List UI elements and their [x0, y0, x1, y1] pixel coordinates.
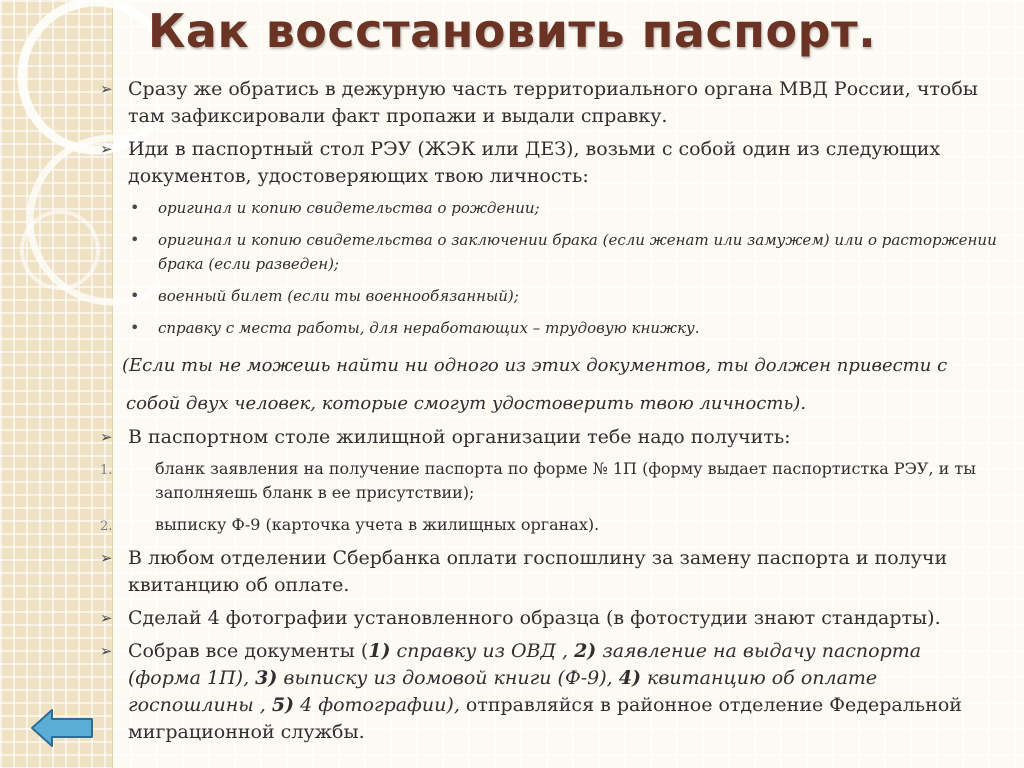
item-text: оригинал и копию свидетельства о заключении брака (если женат или замужем) или о расторжении брака (если разведен);: [158, 231, 997, 273]
list-item: [100, 605, 1000, 632]
arrow-bullet-icon: ➢: [100, 140, 113, 158]
numbered-item: [100, 457, 1000, 505]
item-text: В паспортном столе жилищной организации тебе надо получить:: [128, 426, 791, 448]
item-text: военный билет (если ты военнообязанный);: [158, 287, 519, 305]
item-number: 2.: [100, 519, 113, 534]
document-item: [100, 316, 1000, 340]
item-text: выписку Ф-9 (карточка учета в жилищных органах).: [155, 515, 600, 534]
list-item: [100, 136, 1000, 190]
item-text: Иди в паспортный стол РЭУ (ЖЭК или ДЕЗ), возьми с собой один из следующих документов, удостоверяющих твою личность:: [128, 138, 941, 187]
text-part: Собрав все документы (: [128, 640, 369, 662]
number-mark: 3): [255, 667, 278, 689]
item-text: оригинал и копию свидетельства о рождении;: [158, 199, 540, 217]
left-arrow-icon[interactable]: [30, 707, 94, 749]
content-list: [100, 76, 1000, 752]
numbered-item: [100, 513, 1000, 537]
list-item: [100, 638, 1000, 746]
item-text: справку с места работы, для неработающих – трудовую книжку.: [158, 319, 700, 337]
item-text: бланк заявления на получение паспорта по форме № 1П (форму выдает паспортистка РЭУ, и ты заполняешь бланк в ее присутствии);: [155, 459, 976, 502]
arrow-bullet-icon: ➢: [100, 80, 113, 98]
list-item: [100, 424, 1000, 451]
item-text: В любом отделении Сбербанка оплати госпошлину за замену паспорта и получи квитанцию об оплате.: [128, 547, 948, 596]
note-line: собой двух человек, которые смогут удостоверить твою личность).: [126, 393, 807, 414]
dot-bullet-icon: •: [130, 230, 140, 249]
arrow-bullet-icon: ➢: [100, 428, 113, 446]
text-part: выписку из домовой книги (Ф-9),: [277, 667, 619, 689]
note-line: (Если ты не можешь найти ни одного из этих документов, ты должен привести с: [122, 355, 948, 376]
dot-bullet-icon: •: [130, 286, 140, 305]
item-text: Сделай 4 фотографии установленного образца (в фотостудии знают стандарты).: [128, 607, 941, 629]
document-item: [100, 284, 1000, 308]
number-mark: 5): [271, 694, 295, 716]
text-part: квитанцию об оплате госпошлины ,: [128, 667, 878, 716]
item-text: [128, 640, 962, 743]
item-number: 1.: [100, 463, 113, 478]
text-part: заявление на выдачу паспорта (форма 1П),: [128, 640, 922, 689]
text-part: 4 фотографии),: [294, 694, 466, 716]
item-text: Сразу же обратись в дежурную часть территориального органа МВД России, чтобы там зафиксировали факт пропажи и выдали справку.: [128, 78, 978, 127]
dot-bullet-icon: •: [130, 318, 140, 337]
list-item: [100, 76, 1000, 130]
list-item: [100, 545, 1000, 599]
arrow-bullet-icon: ➢: [100, 642, 113, 660]
text-part: справку из ОВД ,: [390, 640, 575, 662]
arrow-bullet-icon: ➢: [100, 549, 113, 567]
text-part: отправляйся в районное отделение Федеральной миграционной службы.: [128, 694, 962, 743]
number-mark: 4): [618, 667, 641, 689]
document-item: [100, 196, 1000, 220]
page-title: Как восстановить паспорт.: [147, 4, 877, 58]
number-mark: 1): [368, 640, 391, 662]
number-mark: 2): [574, 640, 597, 662]
dot-bullet-icon: •: [130, 198, 140, 217]
arrow-bullet-icon: ➢: [100, 609, 113, 627]
document-item: [100, 228, 1000, 276]
